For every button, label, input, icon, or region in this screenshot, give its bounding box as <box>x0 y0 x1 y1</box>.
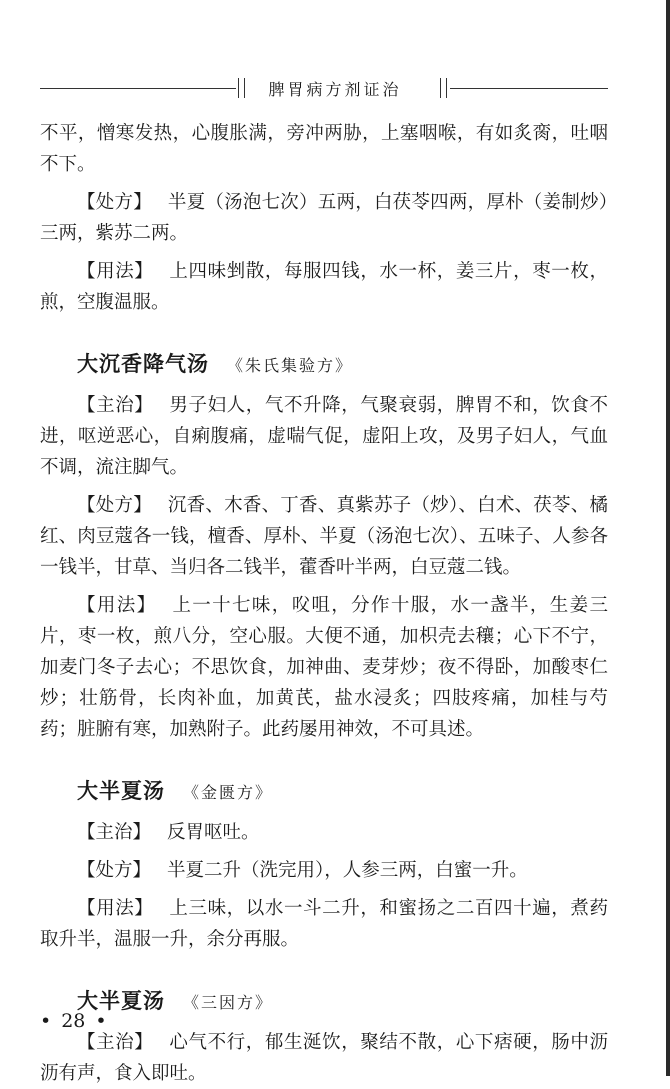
recipe-name: 大半夏汤 <box>77 779 165 803</box>
footer-bullet-left: • <box>40 1010 52 1032</box>
header-title: 脾胃病方剂证治 <box>268 80 402 99</box>
recipe-indications: 【主治】 心气不行，郁生涎饮，聚结不散，心下痞硬，肠中沥沥有声，食入即吐。 <box>40 1032 608 1084</box>
label-prescription: 【处方】 <box>77 192 152 213</box>
page-edge <box>666 0 670 1076</box>
recipe-heading <box>40 344 608 384</box>
recipe-heading <box>40 981 608 1021</box>
recipe-source: 《三因方》 <box>183 993 274 1012</box>
label-indications: 【主治】 <box>77 1032 154 1053</box>
recipe-name: 大半夏汤 <box>77 989 165 1013</box>
header-double-bar-right <box>440 78 447 98</box>
label-usage: 【用法】 <box>77 261 154 282</box>
recipe-prescription: 【处方】 半夏二升（洗完用），人参三两，白蜜一升。 <box>77 860 528 881</box>
label-usage: 【用法】 <box>77 898 154 919</box>
label-prescription: 【处方】 <box>77 495 152 516</box>
page-footer <box>40 1010 107 1032</box>
header-double-bar-left <box>238 78 245 98</box>
recipe-source: 《朱氏集验方》 <box>227 356 354 375</box>
label-indications: 【主治】 <box>77 822 152 843</box>
label-usage: 【用法】 <box>77 595 157 616</box>
recipe-prescription: 【处方】 沉香、木香、丁香、真紫苏子（炒）、白术、茯苓、橘红、肉豆蔻各一钱，檀香、厚朴、半夏（汤泡七次）、五味子、人参各一钱半，甘草、当归各二钱半，藿香叶半两，白豆蔻二钱。 <box>40 495 608 578</box>
label-prescription: 【处方】 <box>77 860 152 881</box>
recipe-usage: 【用法】 上三味，以水一斗二升，和蜜扬之二百四十遍，煮药取升半，温服一升，余分再服。 <box>40 898 608 950</box>
recipe-indications: 【主治】 反胃呕吐。 <box>77 822 260 843</box>
running-header <box>40 74 608 102</box>
recipe-indications: 【主治】 男子妇人，气不升降，气聚衰弱，脾胃不和，饮食不进，呕逆恶心，自痢腹痛，虚喘气促，虚阳上攻，及男子妇人，气血不调，流注脚气。 <box>40 395 608 478</box>
footer-bullet-right: • <box>95 1010 107 1032</box>
header-rule-left <box>40 88 236 89</box>
continuation-text: 不平，憎寒发热，心腹胀满，旁冲两胁，上塞咽喉，有如炙脔，吐咽不下。 <box>40 123 608 175</box>
recipe-heading <box>40 771 608 811</box>
recipe-source: 《金匮方》 <box>183 783 274 802</box>
page-body <box>40 118 608 1089</box>
header-rule-right <box>450 88 608 89</box>
label-indications: 【主治】 <box>77 395 154 416</box>
continuation-usage: 【用法】 上四味剉散，每服四钱，水一杯，姜三片，枣一枚，煎，空腹温服。 <box>40 261 608 313</box>
continuation-prescription: 【处方】 半夏（汤泡七次）五两，白茯苓四两，厚朴（姜制炒）三两，紫苏二两。 <box>40 192 608 244</box>
recipe-name: 大沉香降气汤 <box>77 352 209 376</box>
recipe-usage: 【用法】 上一十七味，㕮咀，分作十服，水一盏半，生姜三片，枣一枚，煎八分，空心服。大便不通，加枳壳去穰；心下不宁，加麦门冬子去心；不思饮食，加神曲、麦芽炒；夜不得卧，加酸枣仁炒；壮筋骨，长肉补血，加黄芪，盐水浸炙；四肢疼痛，加桂与芍药；脏腑有寒，加熟附子。此药屡用神效，不可具述。 <box>40 595 608 740</box>
page-number: 28 <box>61 1010 86 1032</box>
